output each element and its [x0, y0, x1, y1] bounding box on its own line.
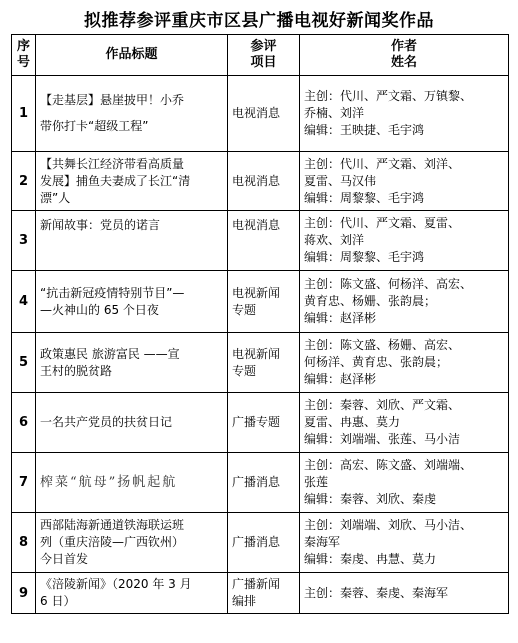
author-line: 主创：代川、严文霜、刘洋、	[304, 156, 461, 171]
type-line: 广播专题	[232, 415, 281, 429]
title-line: 【走基层】悬崖披甲！小乔	[40, 93, 185, 107]
author-line: 夏雷、马汉伟	[304, 173, 377, 188]
header-num-line: 序	[16, 39, 30, 54]
header-title-line: 作品标题	[105, 47, 158, 62]
author-line: 张莲	[304, 475, 329, 489]
header-author	[300, 35, 509, 76]
author-line: 主创：刘端端、刘欣、马小洁、	[304, 518, 473, 532]
awards-table	[11, 34, 509, 614]
type-line: 电视新闻	[232, 285, 281, 300]
title-line: 带你打卡“超级工程”	[40, 119, 149, 133]
author-line: 编辑：赵泽彬	[304, 372, 377, 386]
table-row	[12, 271, 509, 333]
row-number: 2	[12, 152, 36, 211]
title-line: 《涪陵新闻》（2020 年 3 月	[40, 577, 192, 591]
author-line: 夏雷、冉惠、莫力	[304, 415, 401, 429]
author-line: 编辑：秦虔、冉慧、莫力	[304, 552, 437, 566]
title-line: “抗击新冠疫情特别节目”—	[40, 285, 185, 300]
table-row	[12, 152, 509, 211]
author-line: 编辑：秦蓉、刘欣、秦虔	[304, 492, 437, 506]
type-line: 电视消息	[232, 173, 281, 188]
author-line: 编辑：王映捷、毛宇鸿	[304, 123, 425, 137]
row-number: 4	[12, 271, 36, 333]
row-type	[228, 211, 300, 271]
author-line: 主创：代川、严文霜、万镇黎、	[304, 89, 473, 103]
row-title	[36, 333, 228, 393]
header-author-line: 姓名	[390, 55, 417, 70]
row-authors	[300, 513, 509, 573]
title-line: 列（重庆涪陵—广西钦州）	[40, 535, 185, 549]
row-title	[36, 453, 228, 513]
row-title	[36, 271, 228, 333]
row-number: 3	[12, 211, 36, 271]
title-line: 6 日）	[40, 594, 76, 608]
row-number: 7	[12, 453, 36, 513]
row-title	[36, 76, 228, 152]
row-authors	[300, 211, 509, 271]
author-line: 秦海军	[304, 535, 341, 549]
row-authors	[300, 453, 509, 513]
table-row	[12, 453, 509, 513]
title-line: 新闻故事：党员的诺言	[40, 218, 161, 232]
row-type	[228, 513, 300, 573]
author-line: 黄育忠、杨姗、张韵晨；	[304, 294, 437, 308]
header-num-line: 号	[16, 55, 30, 70]
type-line: 专题	[232, 302, 257, 317]
table-header-row	[12, 35, 509, 76]
author-line: 编辑：周黎黎、毛宇鸿	[304, 250, 425, 264]
author-line: 主创：陈文盛、何杨洋、高宏、	[304, 277, 473, 291]
title-line: 榨菜“航母”扬帆起航	[40, 475, 178, 490]
header-type	[228, 35, 300, 76]
row-authors	[300, 76, 509, 152]
row-type	[228, 152, 300, 211]
title-line: 王村的脱贫路	[40, 363, 113, 378]
type-line: 广播新闻	[232, 577, 281, 591]
row-title	[36, 573, 228, 614]
row-title	[36, 211, 228, 271]
author-line: 主创：陈文盛、杨姗、高宏、	[304, 338, 461, 352]
type-line: 专题	[232, 363, 257, 378]
row-title	[36, 513, 228, 573]
author-line: 何杨洋、黄育忠、张韵晨；	[304, 355, 449, 369]
author-line: 主创：秦蓉、秦虔、秦海军	[304, 585, 449, 600]
title-line: 政策惠民 旅游富民 ——宣	[40, 346, 180, 361]
row-authors	[300, 393, 509, 453]
row-authors	[300, 333, 509, 393]
header-type-line: 参评	[250, 39, 277, 54]
row-authors	[300, 573, 509, 614]
title-line: 今日首发	[40, 552, 89, 566]
header-title	[36, 35, 228, 76]
type-line: 电视消息	[232, 218, 281, 232]
row-authors	[300, 271, 509, 333]
table-row	[12, 76, 509, 152]
row-number: 1	[12, 76, 36, 152]
page-title: 拟推荐参评重庆市区县广播电视好新闻奖作品	[84, 11, 434, 31]
author-line: 编辑：周黎黎、毛宇鸿	[304, 190, 425, 205]
title-line: 漂”人	[40, 190, 71, 205]
row-title	[36, 393, 228, 453]
row-type	[228, 573, 300, 614]
row-type	[228, 271, 300, 333]
row-number: 8	[12, 513, 36, 573]
title-line: —火神山的 65 个日夜	[40, 302, 159, 317]
table-row	[12, 513, 509, 573]
title-line: 西部陆海新通道铁海联运班	[40, 518, 185, 532]
author-line: 乔楠、刘洋	[304, 106, 365, 120]
type-line: 广播消息	[232, 535, 281, 549]
title-line: 一名共产党员的扶贫日记	[40, 415, 173, 429]
header-author-line: 作者	[390, 39, 417, 54]
row-type	[228, 76, 300, 152]
type-line: 电视消息	[232, 106, 281, 120]
title-line: 【共舞长江经济带看高质量	[40, 156, 185, 171]
row-number: 5	[12, 333, 36, 393]
author-line: 编辑：赵泽彬	[304, 311, 377, 325]
author-line: 主创：秦蓉、刘欣、严文霜、	[304, 398, 461, 412]
row-title	[36, 152, 228, 211]
header-num	[12, 35, 36, 76]
row-number: 9	[12, 573, 36, 614]
row-type	[228, 453, 300, 513]
type-line: 电视新闻	[232, 346, 281, 361]
author-line: 编辑：刘端端、张莲、马小洁	[304, 432, 461, 446]
type-line: 广播消息	[232, 475, 281, 489]
table-row	[12, 211, 509, 271]
table-row	[12, 333, 509, 393]
row-type	[228, 393, 300, 453]
author-line: 主创：代川、严文霜、夏雷、	[304, 216, 461, 230]
header-type-line: 项目	[250, 55, 277, 70]
row-type	[228, 333, 300, 393]
row-number: 6	[12, 393, 36, 453]
author-line: 主创：高宏、陈文盛、刘端端、	[304, 458, 473, 472]
table-row	[12, 393, 509, 453]
author-line: 蒋欢、刘洋	[304, 233, 365, 247]
table-row	[12, 573, 509, 614]
title-line: 发展】捕鱼夫妻成了长江“清	[40, 173, 191, 188]
row-authors	[300, 152, 509, 211]
type-line: 编排	[232, 594, 257, 608]
